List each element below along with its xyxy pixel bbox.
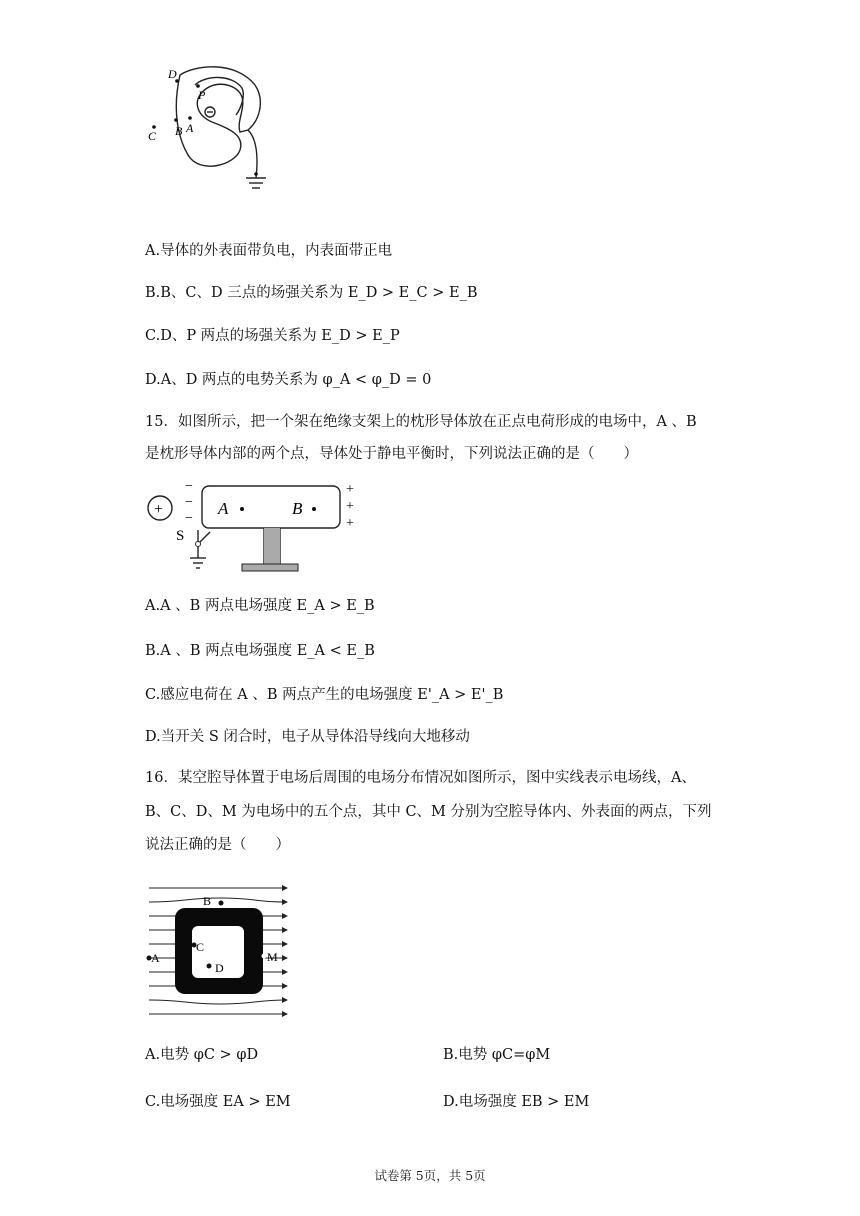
q15-option-d — [145, 727, 470, 747]
q14-figure — [140, 60, 280, 200]
option-letter: A. — [145, 243, 161, 259]
q15-minus-3: − — [185, 511, 193, 526]
option-text: 电场强度 EB > EM — [458, 1094, 590, 1110]
question-stem: 是枕形导体内部的两个点，导体处于静电平衡时，下列说法正确的是（ ） — [145, 446, 638, 462]
q15-plus-1: + — [346, 482, 354, 497]
option-text: B、C、D 三点的场强关系为 E_D > E_C > E_B — [160, 285, 478, 301]
question-stem: 说法正确的是（ ） — [145, 837, 290, 853]
q15-plus-3: + — [346, 516, 354, 531]
q16-stem-line1 — [145, 768, 696, 788]
q16-label-b: B — [203, 894, 212, 908]
q15-stem-line1 — [145, 412, 697, 432]
question-stem: 某空腔导体置于电场后周围的电场分布情况如图所示，图中实线表示电场线，A、 — [177, 770, 696, 786]
q15-label-s: S — [176, 528, 185, 544]
option-letter: B. — [145, 643, 161, 659]
q14-option-a — [145, 241, 392, 261]
option-text: 电势 φC > φD — [160, 1047, 259, 1063]
q14-option-d — [145, 370, 431, 390]
q16-option-b — [443, 1045, 550, 1065]
q16-option-c — [145, 1092, 291, 1112]
q14-label-p: P — [198, 88, 206, 102]
q15-plus-2: + — [346, 499, 354, 514]
q16-label-a: A — [151, 951, 160, 965]
option-text: 电场强度 EA > EM — [160, 1094, 291, 1110]
q16-stem-line3 — [145, 835, 290, 855]
option-text: A、D 两点的电势关系为 φ_A < φ_D = 0 — [160, 372, 432, 388]
q16-option-d — [443, 1092, 589, 1112]
question-number: 16． — [145, 770, 178, 786]
option-text: 感应电荷在 A 、B 两点产生的电场强度 E'_A > E'_B — [160, 687, 504, 703]
q15-label-a: A — [218, 499, 229, 518]
option-letter: A. — [145, 1047, 161, 1063]
q15-label-b: B — [292, 499, 303, 518]
q15-option-b — [145, 641, 375, 661]
option-letter: D. — [145, 729, 161, 745]
option-letter: C. — [145, 328, 161, 344]
option-text: D、P 两点的场强关系为 E_D > E_P — [160, 328, 400, 344]
q14-label-d: D — [168, 67, 177, 81]
option-letter: D. — [145, 372, 161, 388]
q15-figure — [140, 478, 370, 578]
q15-option-a — [145, 596, 375, 616]
q16-label-c: C — [196, 940, 205, 954]
q16-figure — [145, 880, 295, 1025]
q14-label-b: B — [175, 124, 183, 138]
page-footer: 试卷第 5页，共 5页 — [374, 1168, 486, 1183]
q15-minus-2: − — [185, 495, 193, 510]
q15-minus-1: − — [185, 479, 193, 494]
option-letter: D. — [443, 1094, 459, 1110]
q15-stem-line2 — [145, 444, 638, 464]
option-text: 当开关 S 闭合时，电子从导体沿导线向大地移动 — [160, 729, 470, 745]
q14-label-c: C — [148, 129, 157, 143]
option-text: A 、B 两点电场强度 E_A < E_B — [160, 643, 375, 659]
q15-option-c — [145, 685, 503, 705]
question-number: 15． — [145, 414, 178, 430]
q16-label-m: M — [267, 950, 278, 964]
question-stem: 如图所示，把一个架在绝缘支架上的枕形导体放在正点电荷形成的电场中，A 、B — [177, 414, 697, 430]
q16-stem-line2 — [145, 802, 712, 822]
option-text: A 、B 两点电场强度 E_A > E_B — [160, 598, 375, 614]
option-text: 导体的外表面带负电，内表面带正电 — [160, 243, 393, 259]
option-letter: B. — [443, 1047, 459, 1063]
q14-option-c — [145, 326, 400, 346]
option-letter: A. — [145, 598, 161, 614]
q15-source-plus: + — [154, 501, 164, 518]
option-letter: C. — [145, 687, 161, 703]
option-letter: C. — [145, 1094, 161, 1110]
q16-option-a — [145, 1045, 258, 1065]
q14-option-b — [145, 283, 477, 303]
option-letter: B. — [145, 285, 161, 301]
q14-label-a: A — [186, 121, 194, 135]
q16-label-d: D — [215, 961, 224, 975]
option-text: 电势 φC=φM — [458, 1047, 551, 1063]
question-stem: B、C、D、M 为电场中的五个点，其中 C、M 分别为空腔导体内、外表面的两点，下列 — [145, 804, 712, 820]
